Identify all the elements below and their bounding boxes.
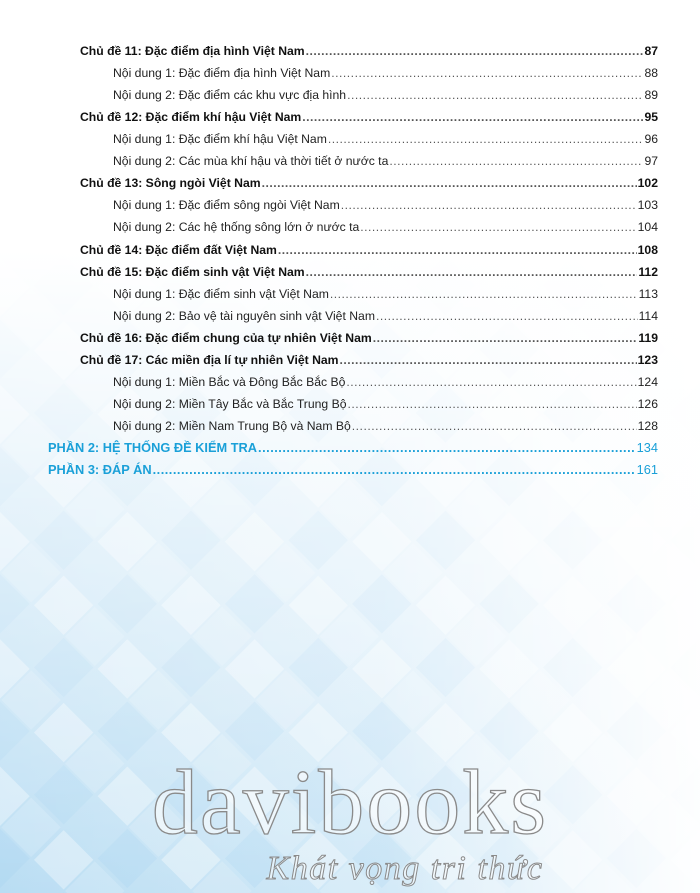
toc-entry-section[interactable] [113, 153, 658, 169]
toc-entry-title: Chủ đề 14: Đặc điểm đất Việt Nam [80, 242, 277, 257]
toc-entry-section[interactable] [113, 418, 658, 434]
toc-page-number: 124 [637, 374, 658, 389]
toc-entry-section[interactable] [113, 65, 658, 81]
dot-leader [258, 440, 636, 456]
dot-leader [278, 242, 637, 258]
toc-entry-title: PHẦN 2: HỆ THỐNG ĐỀ KIỂM TRA [48, 439, 258, 455]
toc-page-number: 88 [644, 66, 658, 80]
toc-entry-title: Nội dung 2: Các mùa khí hậu và thời tiết ở nước ta [113, 154, 389, 169]
toc-entry-title: Nội dung 1: Đặc điểm sinh vật Việt Nam [113, 286, 329, 301]
dot-leader [331, 65, 643, 81]
dot-leader [360, 219, 636, 235]
toc-page-number: 134 [636, 439, 658, 455]
toc-page-number: 113 [638, 286, 658, 301]
toc-entry-title: Nội dung 2: Bảo vệ tài nguyên sinh vật Việt Nam [113, 308, 375, 323]
toc-entry-title: Nội dung 2: Miền Tây Bắc và Bắc Trung Bộ [113, 396, 347, 411]
brand-tagline: Khát vọng tri thức [266, 850, 544, 887]
toc-page-number: 114 [638, 308, 658, 323]
dot-leader [330, 286, 638, 302]
toc-page-number: 87 [644, 44, 658, 58]
dot-leader [373, 330, 638, 346]
toc-entry-title: Chủ đề 15: Đặc điểm sinh vật Việt Nam [80, 264, 305, 279]
toc-entry-title: Chủ đề 11: Đặc điểm địa hình Việt Nam [80, 44, 305, 58]
toc-entry-title: Chủ đề 17: Các miền địa lí tự nhiên Việt Nam [80, 352, 339, 367]
toc-entry-chapter[interactable] [80, 352, 658, 368]
toc-page-number: 123 [637, 352, 658, 367]
dot-leader [389, 153, 643, 169]
toc-entry-title: PHẦN 3: ĐÁP ÁN [48, 461, 152, 477]
toc-page-number: 161 [636, 461, 658, 477]
toc-entry-section[interactable] [113, 396, 658, 412]
toc-page-number: 89 [644, 88, 658, 103]
toc-entry-section[interactable] [113, 286, 658, 302]
toc-entry-section[interactable] [113, 87, 658, 103]
toc-page-number: 103 [637, 198, 658, 213]
dot-leader [262, 175, 637, 191]
brand-watermark [0, 755, 700, 893]
toc-entry-title: Chủ đề 12: Đặc điểm khí hậu Việt Nam [80, 110, 302, 125]
toc-entry-chapter[interactable] [80, 43, 658, 59]
toc-page-number: 95 [644, 110, 658, 125]
dot-leader [376, 308, 638, 324]
toc-entry-title: Nội dung 1: Đặc điểm sông ngòi Việt Nam [113, 198, 340, 213]
toc-entry-title: Nội dung 1: Đặc điểm địa hình Việt Nam [113, 66, 331, 80]
toc-page-number: 126 [637, 396, 658, 411]
dot-leader [347, 87, 643, 103]
brand-name: davibooks [151, 755, 549, 853]
toc-entry-chapter[interactable] [80, 330, 658, 346]
toc-entry-section[interactable] [113, 219, 658, 235]
dot-leader [302, 109, 643, 125]
toc-page-number: 128 [637, 418, 658, 433]
toc-entry-title: Nội dung 1: Miền Bắc và Đông Bắc Bắc Bộ [113, 374, 346, 389]
dot-leader [346, 374, 636, 390]
toc-entry-chapter[interactable] [80, 175, 658, 191]
toc-page-number: 96 [644, 132, 658, 147]
toc-entry-part[interactable] [48, 462, 658, 478]
toc-page-number: 108 [637, 242, 658, 257]
toc-page-number: 97 [644, 154, 658, 169]
toc-entry-title: Nội dung 2: Miền Nam Trung Bộ và Nam Bộ [113, 418, 351, 433]
toc-page-number: 102 [637, 176, 658, 191]
dot-leader [340, 352, 637, 368]
toc-entry-part[interactable] [48, 440, 658, 456]
toc-entry-chapter[interactable] [80, 264, 658, 280]
dot-leader [328, 131, 644, 147]
toc-entry-section[interactable] [113, 308, 658, 324]
dot-leader [341, 197, 637, 213]
toc-entry-title: Nội dung 2: Đặc điểm các khu vực địa hình [113, 88, 347, 103]
toc-entry-title: Chủ đề 13: Sông ngòi Việt Nam [80, 176, 261, 191]
toc-page-number: 119 [638, 330, 658, 345]
toc-entry-title: Chủ đề 16: Đặc điểm chung của tự nhiên Việt Nam [80, 330, 372, 345]
dot-leader [306, 43, 644, 59]
toc-entry-title: Nội dung 2: Các hệ thống sông lớn ở nước ta [113, 220, 360, 235]
toc-entry-chapter[interactable] [80, 242, 658, 258]
toc-entry-title: Nội dung 1: Đặc điểm khí hậu Việt Nam [113, 132, 327, 147]
dot-leader [348, 396, 637, 412]
toc-entry-section[interactable] [113, 131, 658, 147]
toc-page-number: 104 [637, 220, 658, 235]
dot-leader [352, 418, 637, 434]
toc-entry-section[interactable] [113, 374, 658, 390]
dot-leader [306, 264, 638, 280]
dot-leader [153, 462, 636, 478]
toc-page-number: 112 [638, 264, 658, 279]
toc-entry-chapter[interactable] [80, 109, 658, 125]
toc-entry-section[interactable] [113, 197, 658, 213]
